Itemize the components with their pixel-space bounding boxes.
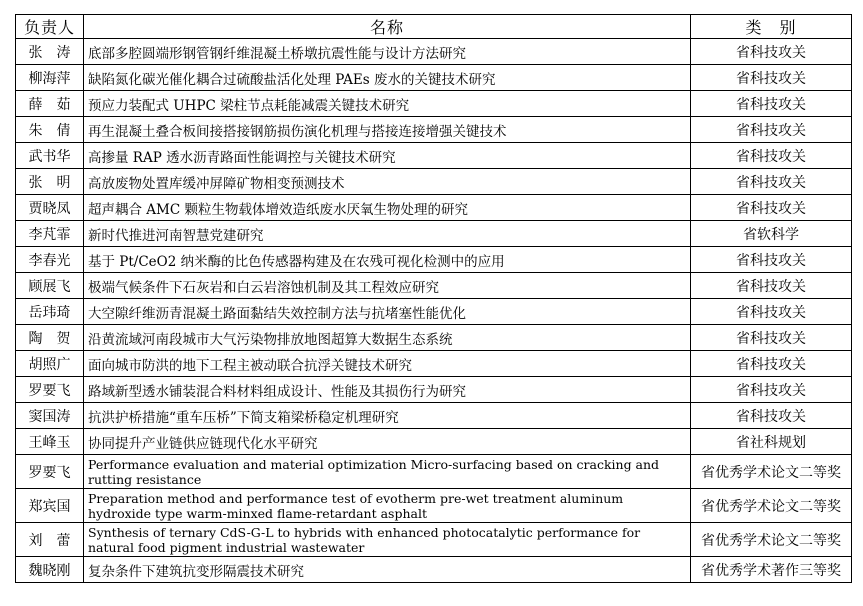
cell-category: 省科技攻关	[691, 299, 852, 325]
table-row	[16, 65, 852, 91]
cell-category: 省科技攻关	[691, 377, 852, 403]
cell-leader: 窦国涛	[16, 403, 84, 429]
cell-category: 省优秀学术论文二等奖	[691, 523, 852, 557]
table-row	[16, 557, 852, 583]
cell-category: 省科技攻关	[691, 195, 852, 221]
cell-leader: 王峰玉	[16, 429, 84, 455]
projects-table	[15, 14, 852, 583]
table-body	[16, 39, 852, 583]
cell-project-name: 路域新型透水铺装混合料材料组成设计、性能及其损伤行为研究	[84, 377, 691, 403]
cell-project-name: 面向城市防洪的地下工程主被动联合抗浮关键技术研究	[84, 351, 691, 377]
cell-project-name: 高放废物处置库缓冲屏障矿物相变预测技术	[84, 169, 691, 195]
cell-category: 省科技攻关	[691, 325, 852, 351]
cell-project-name: 高掺量 RAP 透水沥青路面性能调控与关键技术研究	[84, 143, 691, 169]
table-row	[16, 489, 852, 523]
table-row	[16, 39, 852, 65]
table-row	[16, 325, 852, 351]
header-leader: 负责人	[16, 15, 84, 39]
cell-leader: 李芃霏	[16, 221, 84, 247]
cell-category: 省科技攻关	[691, 351, 852, 377]
cell-leader: 柳海萍	[16, 65, 84, 91]
cell-project-name: 沿黄流域河南段城市大气污染物排放地图超算大数据生态系统	[84, 325, 691, 351]
cell-project-name: 极端气候条件下石灰岩和白云岩溶蚀机制及其工程效应研究	[84, 273, 691, 299]
table-row	[16, 273, 852, 299]
cell-leader: 岳玮琦	[16, 299, 84, 325]
cell-leader: 贾晓凤	[16, 195, 84, 221]
cell-leader: 顾展飞	[16, 273, 84, 299]
cell-category: 省科技攻关	[691, 143, 852, 169]
table-row	[16, 195, 852, 221]
cell-project-name: 抗洪护桥措施“重车压桥”下简支箱梁桥稳定机理研究	[84, 403, 691, 429]
table-row	[16, 143, 852, 169]
table-row	[16, 117, 852, 143]
header-name: 名称	[84, 15, 691, 39]
cell-category: 省科技攻关	[691, 247, 852, 273]
table-row	[16, 455, 852, 489]
cell-category: 省科技攻关	[691, 117, 852, 143]
cell-leader: 薛 茹	[16, 91, 84, 117]
cell-leader: 罗要飞	[16, 377, 84, 403]
cell-category: 省优秀学术论文二等奖	[691, 455, 852, 489]
cell-category: 省科技攻关	[691, 91, 852, 117]
cell-category: 省优秀学术论文二等奖	[691, 489, 852, 523]
header-row	[16, 15, 852, 39]
cell-project-name: 底部多腔圆端形钢管钢纤维混凝土桥墩抗震性能与设计方法研究	[84, 39, 691, 65]
cell-project-name: Performance evaluation and material optimization Micro-surfacing based on cracking and rutting resistance	[84, 455, 691, 489]
table-row	[16, 91, 852, 117]
cell-project-name: 缺陷氮化碳光催化耦合过硫酸盐活化处理 PAEs 废水的关键技术研究	[84, 65, 691, 91]
table-row	[16, 523, 852, 557]
cell-leader: 罗要飞	[16, 455, 84, 489]
cell-project-name: 复杂条件下建筑抗变形隔震技术研究	[84, 557, 691, 583]
table-row	[16, 299, 852, 325]
cell-leader: 张 明	[16, 169, 84, 195]
cell-leader: 张 涛	[16, 39, 84, 65]
cell-project-name: 超声耦合 AMC 颗粒生物载体增效造纸废水厌氧生物处理的研究	[84, 195, 691, 221]
cell-leader: 胡照广	[16, 351, 84, 377]
cell-project-name: 新时代推进河南智慧党建研究	[84, 221, 691, 247]
cell-category: 省科技攻关	[691, 65, 852, 91]
cell-project-name: Preparation method and performance test of evotherm pre-wet treatment aluminum hydroxide type warm-minxed flame-retardant asphalt	[84, 489, 691, 523]
table-row	[16, 403, 852, 429]
cell-leader: 朱 倩	[16, 117, 84, 143]
cell-leader: 郑宾国	[16, 489, 84, 523]
cell-project-name: 预应力装配式 UHPC 梁柱节点耗能减震关键技术研究	[84, 91, 691, 117]
cell-category: 省科技攻关	[691, 169, 852, 195]
table-row	[16, 351, 852, 377]
cell-category: 省软科学	[691, 221, 852, 247]
cell-leader: 魏晓刚	[16, 557, 84, 583]
table-row	[16, 221, 852, 247]
cell-leader: 武书华	[16, 143, 84, 169]
cell-project-name: Synthesis of ternary CdS-G-L to hybrids with enhanced photocatalytic performance for natural food pigment industrial wastewater	[84, 523, 691, 557]
cell-category: 省优秀学术著作三等奖	[691, 557, 852, 583]
cell-category: 省科技攻关	[691, 403, 852, 429]
cell-category: 省社科规划	[691, 429, 852, 455]
cell-leader: 刘 蕾	[16, 523, 84, 557]
cell-category: 省科技攻关	[691, 39, 852, 65]
cell-project-name: 协同提升产业链供应链现代化水平研究	[84, 429, 691, 455]
cell-leader: 李春光	[16, 247, 84, 273]
header-category: 类 别	[691, 15, 852, 39]
cell-project-name: 基于 Pt/CeO2 纳米酶的比色传感器构建及在农残可视化检测中的应用	[84, 247, 691, 273]
cell-leader: 陶 贺	[16, 325, 84, 351]
table-row	[16, 377, 852, 403]
cell-project-name: 大空隙纤维沥青混凝土路面黏结失效控制方法与抗堵塞性能优化	[84, 299, 691, 325]
cell-category: 省科技攻关	[691, 273, 852, 299]
table-row	[16, 429, 852, 455]
table-row	[16, 247, 852, 273]
table-row	[16, 169, 852, 195]
cell-project-name: 再生混凝土叠合板间接搭接钢筋损伤演化机理与搭接连接增强关键技术	[84, 117, 691, 143]
